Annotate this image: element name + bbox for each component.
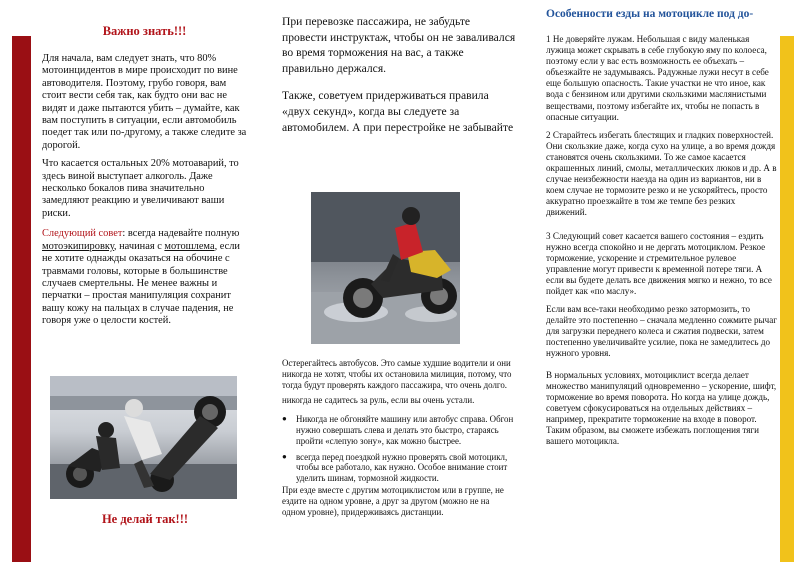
calm-riding-paragraph: 3 Следующий совет касается вашего состояния – ездить нужно всегда спокойно и не дергать мотоциклом. Резкое торможение, ускорение и стремительное рулевое управление могут привести к временной потере тяги. А если вы будете делать все движения мягко и нежно, то все пойдет как «по маслу». — [546, 230, 772, 296]
middle-column — [282, 14, 517, 135]
bullet-check-bike-text: всегда перед поездкой нужно проверять свой мотоцикл, чтобы все работало, как нужно. Особое внимание стоит уделить шинам, тормозной жидкости. — [296, 451, 508, 484]
group-ride-paragraph: При езде вместе с другим мотоциклистом или в группе, не ездите на одном уровне, а друг за другом (можно не на одном уровне), придерживаясь дистанции. — [282, 484, 504, 517]
rain-riding-heading: Особенности езды на мотоцикле под до- — [546, 8, 754, 20]
left-column — [42, 24, 247, 334]
two-seconds-paragraph: Также, советуем придерживаться правила «двух секунд», когда вы следуете за автомобилем. А при перестройке не забывайте — [282, 89, 514, 134]
bullet-dot-icon: ● — [282, 451, 287, 461]
important-heading: Важно знать!!! — [102, 24, 187, 38]
rain-ride-photo — [311, 192, 460, 344]
helmet-link[interactable]: мотошлема — [164, 240, 215, 252]
fatigue-paragraph: никогда не садитесь за руль, если вы очень устали. — [282, 395, 475, 406]
equipment-text-a: : всегда надевайте полную — [122, 228, 240, 240]
bullet-dot-icon: ● — [282, 414, 287, 424]
buses-paragraph: Остерегайтесь автобусов. Это самые худшие водители и они никогда не хотят, чтобы их остановила милиция, потому, что тогда будут проверять каждого пассажира, что очень долго. — [282, 358, 512, 390]
middle-small-text — [282, 358, 514, 517]
braking-paragraph: Если вам все-таки необходимо резко затормозить, то делайте это постепенно – сначала медленно сожмите рычаг для загрузки переднего колеса и сжатия подвески, затем постепенно увеличивайте усилие, пока не замедлитесь до нужного уровня. — [546, 304, 778, 359]
right-accent-bar — [780, 36, 794, 562]
passenger-paragraph: При перевозке пассажира, не забудьте провести инструктаж, чтобы он не заваливался во время торможения на вас, а также правильно держался. — [282, 15, 516, 75]
dont-do-this-caption: Не делай так!!! — [101, 512, 189, 526]
bullet-overtaking — [282, 414, 514, 446]
alcohol-paragraph: Что касается остальных 20% мотоаварий, то здесь виной выступает алкоголь. Даже несколько бокалов пива значительно замедляют реакцию и увеличивают ваши риски. — [42, 158, 239, 219]
slippery-surfaces-paragraph: 2 Старайтесь избегать блестящих и гладких поверхностей. Они скользкие даже, когда сухо на улице, а во время дождя становятся очень скользкими. То же самое касается окрашенных линий, смолы, металлических люков и др. А в случае неизбежности наезда на один из вариантов, ни в коем случае не тормозите резко и не ускоряйтесь, просто аккуратно проезжайте в том же темпе без резких движений. — [546, 129, 777, 218]
puddles-paragraph: 1 Не доверяйте лужам. Небольшая с виду маленькая лужица может скрывать в себе глубокую яму по колоеса, поэтому если у вас есть возможность ее объехать – объезжайте не задумываясь. Радужные лужи несут в себе еще большую опасность. Такие участки не что иное, как вода с бензином или другими скользкими маслянистыми веществами, поэтому избегайте их, чтобы не попасть в опасные ситуации. — [546, 34, 769, 122]
manipulations-paragraph: В нормальных условиях, мотоциклист всегда делает множество манипуляций одновременно – ускорение, шифт, торможение во время поворота. Но когда на улице дождь, советуем сфокусироваться на отдельных действиях – например, прекратите торможение на входе в поворот. Таким образом, вы сможете избежать поглощения тяги вашего мотоцикла. — [546, 369, 777, 447]
equipment-text-b: , начиная с — [113, 240, 165, 252]
equipment-text-c: , если не хотите однажды оказаться на обочине с травмами головы, которые в большинстве случаев смертельны. Не менее важны и перчатки – простая манипуляция сохранит вашу кожу на пальцах в случае падения, не говоря уже о целости костей. — [42, 240, 240, 327]
intro-paragraph: Для начала, вам следует знать, что 80% мотоинцидентов в мире происходит по вине автоводителя. Поэтому, грубо говоря, вам стоит вести себя так, как будто они вас не видят и даже пытаются убить – думайте, как вам поступить в ситуации, если автомобиль поедет так или по-другому, а также следите за дорогой. — [42, 53, 247, 151]
stunt-photo — [50, 376, 237, 499]
left-accent-bar — [12, 36, 31, 562]
right-column — [546, 8, 778, 454]
next-tip-lead: Следующий совет — [42, 228, 123, 240]
equipment-paragraph — [42, 228, 247, 327]
gear-link[interactable]: мотоэкипировку — [42, 240, 114, 252]
bullet-check-bike — [282, 452, 514, 484]
bullet-overtaking-text: Никогда не обгоняйте машину или автобус справа. Обгон нужно совершать слева и делать это быстро, стараясь пройти «слепую зону», как можно быстрее. — [296, 414, 514, 446]
